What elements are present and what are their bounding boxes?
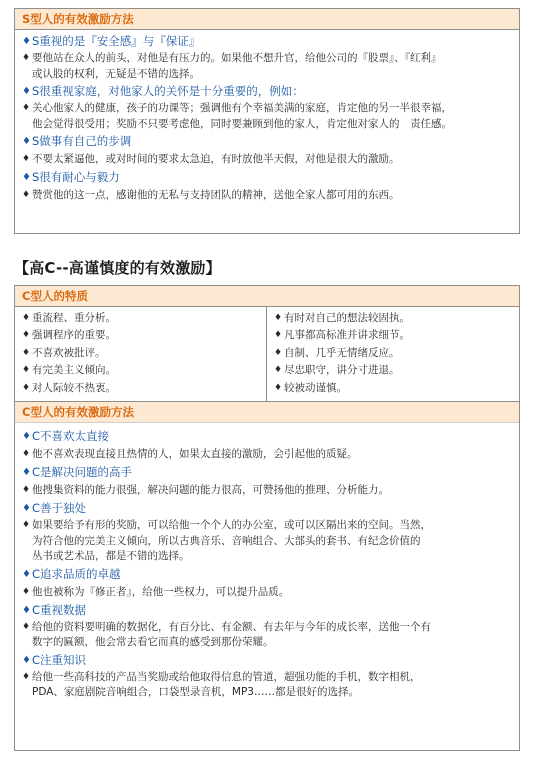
bullet-icon: ♦ <box>22 503 31 514</box>
bullet-icon: ♦ <box>22 190 31 200</box>
trait-item <box>22 362 259 379</box>
point-detail <box>22 187 512 204</box>
c-methods-header: C型人的有效激励方法 <box>15 402 519 423</box>
trait-text: 对人际较不热衷。 <box>32 381 116 394</box>
point-heading <box>22 601 512 620</box>
item-text: S做事有自己的步调 <box>32 134 132 148</box>
trait-item <box>22 380 259 397</box>
bullet-icon: ♦ <box>22 36 31 47</box>
bullet-icon: ♦ <box>22 586 31 597</box>
bullet-icon: ♦ <box>22 347 31 358</box>
item-text-continued: 为符合他的完美主义倾向，所以古典音乐、音响组合、大部头的套书、有纪念价值的 <box>32 534 421 547</box>
trait-text: 自制、几乎无情绪反应。 <box>284 346 400 359</box>
point-detail <box>22 51 512 82</box>
s-box-content <box>15 30 519 204</box>
item-text-continued: PDA、家庭剧院音响组合，口袋型录音机，MP3……都是很好的选择。 <box>32 686 359 698</box>
point-detail <box>22 151 512 168</box>
item-text: C追求品质的卓越 <box>32 566 121 581</box>
bullet-icon: ♦ <box>22 671 31 682</box>
trait-item <box>22 310 259 327</box>
bullet-icon: ♦ <box>22 313 31 323</box>
point-detail <box>22 584 512 601</box>
trait-text: 有时对自己的想法较固执。 <box>284 312 410 324</box>
point-heading <box>22 32 512 51</box>
bullet-icon: ♦ <box>22 467 31 478</box>
bullet-icon: ♦ <box>274 313 283 323</box>
s-box-header: S型人的有效激励方法 <box>15 9 519 30</box>
trait-text: 尽忠职守，讲分寸进退。 <box>284 364 400 377</box>
trait-text: 强调程序的重要。 <box>32 329 116 342</box>
trait-item <box>274 310 512 327</box>
bullet-icon: ♦ <box>22 654 31 666</box>
point-detail <box>22 518 512 565</box>
bullet-icon: ♦ <box>22 431 31 442</box>
item-text-continued: 数字的匾额，他会常去看它而真的感受到那份荣耀。 <box>32 636 274 648</box>
item-text: C善于独处 <box>32 501 87 515</box>
bullet-icon: ♦ <box>22 382 31 393</box>
trait-text: 不喜欢被批评。 <box>32 346 106 359</box>
trait-item <box>274 362 512 379</box>
bullet-icon: ♦ <box>274 330 283 341</box>
bullet-icon: ♦ <box>274 382 283 393</box>
item-text-continued: 丛书或艺术品，都是不错的选择。 <box>32 550 190 562</box>
item-text: 不要太紧逼他，或对时间的要求太急迫，有时放他半天假，对他是很大的激励。 <box>32 153 400 165</box>
item-text: 赞赏他的这一点，感谢他的无私与支持团队的精神，送他全家人都可用的东西。 <box>32 189 400 201</box>
point-detail <box>22 101 512 132</box>
bullet-icon: ♦ <box>22 449 31 459</box>
item-text: 要他站在众人的前头，对他是有压力的。如果他不想升官，给他公司的『股票』、『红利』 <box>32 52 442 64</box>
trait-item <box>274 327 512 344</box>
bullet-icon: ♦ <box>22 330 31 341</box>
c-traits-header: C型人的特质 <box>15 286 519 307</box>
trait-text: 重流程、重分析。 <box>32 312 116 324</box>
item-text: S重视的是『安全感』与『保证』 <box>32 34 201 48</box>
c-traits-table <box>15 307 519 402</box>
bullet-icon: ♦ <box>22 86 31 97</box>
item-text-continued: 或认股的权利，无疑是不错的选择。 <box>32 67 200 80</box>
trait-item <box>22 345 259 362</box>
point-heading <box>22 565 512 584</box>
item-text: 如果要给予有形的奖励，可以给他一个个人的办公室，或可以区隔出来的空间。当然， <box>32 519 431 531</box>
trait-text: 有完美主义倾向。 <box>32 364 116 377</box>
point-heading <box>22 499 512 518</box>
bullet-icon: ♦ <box>22 136 31 147</box>
bullet-icon: ♦ <box>274 347 283 358</box>
bullet-icon: ♦ <box>274 365 283 376</box>
trait-item <box>274 380 512 397</box>
point-heading <box>22 82 512 101</box>
trait-text: 较被动谨慎。 <box>284 381 347 394</box>
bullet-icon: ♦ <box>22 604 31 616</box>
point-heading <box>22 168 512 187</box>
item-text: 他不喜欢表现直接且热情的人，如果太直接的激励，会引起他的质疑。 <box>32 448 358 460</box>
point-detail <box>22 446 512 463</box>
bullet-icon: ♦ <box>22 53 31 63</box>
item-text: C不喜欢太直接 <box>32 429 110 443</box>
bullet-icon: ♦ <box>22 365 31 376</box>
point-heading <box>22 463 512 482</box>
bullet-icon: ♦ <box>22 172 31 183</box>
item-text: 他搜集资料的能力很强，解决问题的能力很高，可赞扬他的推理、分析能力。 <box>32 484 389 496</box>
item-text: 给他一些高科技的产品当奖励或给他取得信息的管道，超强功能的手机，数字相机， <box>32 670 421 683</box>
trait-item <box>22 327 259 344</box>
item-text: S很重视家庭，对他家人的关怀是十分重要的，例如： <box>32 84 304 98</box>
point-detail <box>22 670 512 701</box>
item-text: C是解决问题的高手 <box>32 465 133 479</box>
c-traits-left-column <box>15 307 267 401</box>
bullet-icon: ♦ <box>22 520 31 530</box>
bullet-icon: ♦ <box>22 485 31 495</box>
point-heading <box>22 651 512 670</box>
trait-text: 凡事都高标准并讲求细节。 <box>284 329 410 342</box>
item-text-continued: 他会觉得很受用；奖励不只要考虑他，同时要兼顾到他的家人，肯定他对家人的 责任感。 <box>32 117 452 130</box>
c-traits-right-column <box>267 307 519 401</box>
bullet-icon: ♦ <box>22 103 31 113</box>
s-type-motivation-box <box>14 8 520 234</box>
item-text: C重视数据 <box>32 602 87 617</box>
item-text: 给他的资料要明确的数据化，有百分比、有金额、有去年与今年的成长率，送他一个有 <box>32 620 431 633</box>
c-type-box <box>14 285 520 751</box>
point-heading <box>22 132 512 151</box>
item-text: 关心他家人的健康，孩子的功课等；强调他有个幸福美满的家庭，肯定他的另一半很幸福， <box>32 102 452 114</box>
c-box-content <box>15 423 519 701</box>
bullet-icon: ♦ <box>22 621 31 632</box>
item-text: S很有耐心与毅力 <box>32 170 120 184</box>
point-detail <box>22 482 512 499</box>
section-title: 【高C--高谨慎度的有效激励】 <box>14 259 221 277</box>
item-text: 他也被称为『修正者』，给他一些权力，可以提升品质。 <box>32 585 290 598</box>
point-detail <box>22 620 512 651</box>
point-heading <box>22 427 512 446</box>
item-text: C注重知识 <box>32 652 87 667</box>
bullet-icon: ♦ <box>22 154 31 164</box>
bullet-icon: ♦ <box>22 568 31 580</box>
trait-item <box>274 345 512 362</box>
